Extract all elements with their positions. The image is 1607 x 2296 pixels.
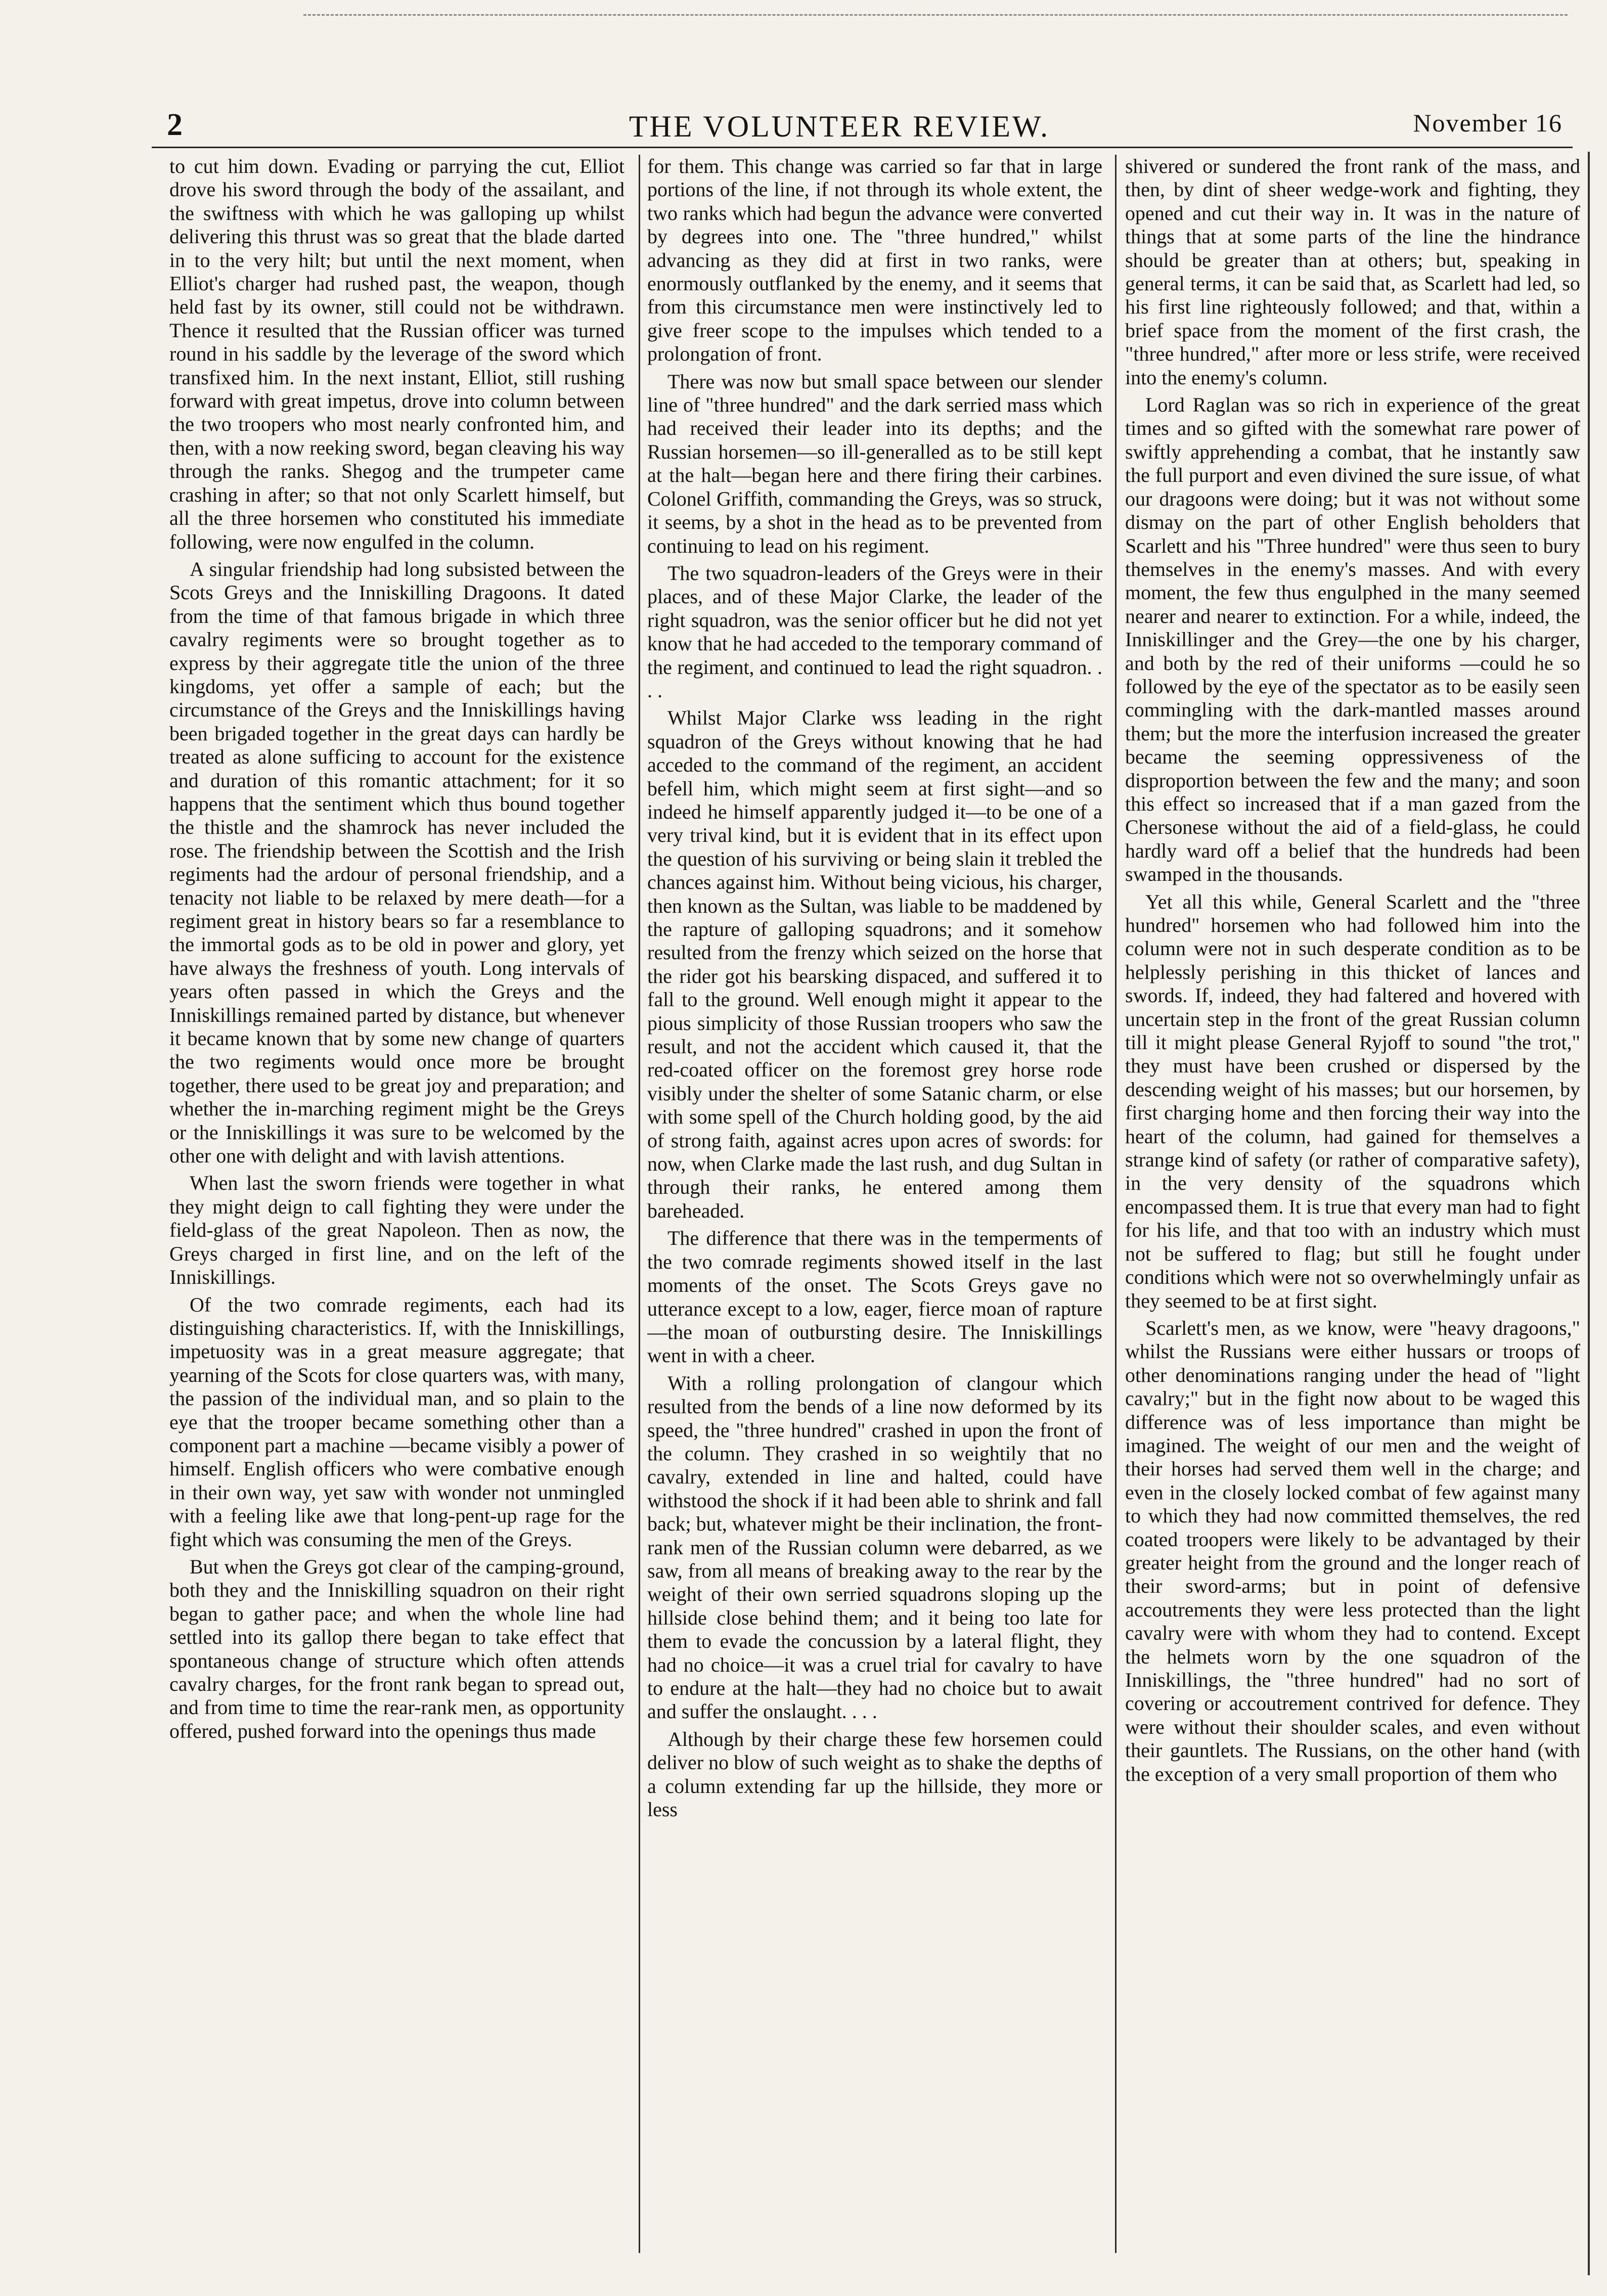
paragraph: A singular friendship had long subsisted between the Scots Greys and the Inniskilling Dragoons. It dated from the time of that famous brigade in which three cavalry regiments were so brought together as to express by their aggregate title the union of the three kingdoms, yet offer a sample of each; but the circumstance of the Greys and the Inniskillings having been brigaded together in the great days can hardly be treated as alone sufficing to account for the existence and duration of this romantic attachment; for it so happens that the sentiment which thus bound together the thistle and the shamrock has never included the rose. The friendship between the Scottish and the Irish regiments had the ardour of personal friendship, and a tenacity not liable to be relaxed by mere death—for a regiment great in history bears so far a resemblance to the immortal gods as to be old in power and glory, yet have always the freshness of youth. Long intervals of years often passed in which the Greys and the Inniskillings remained parted by distance, but whenever it became known that by some new change of quarters the two regiments would once more be brought together, there used to be great joy and preparation; and whether the in-marching regiment might be the Greys or the Inniskillings it was sure to be welcomed by the other one with delight and with lavish attentions. <box>169 557 624 1167</box>
paragraph: When last the sworn friends were together in what they might deign to call fighting they were under the field-glass of the great Napoleon. Then as now, the Greys charged in first line, and on the left of the Inniskillings. <box>169 1172 624 1289</box>
masthead-title: THE VOLUNTEER REVIEW. <box>629 110 1050 143</box>
paragraph: With a rolling prolongation of clangour which resulted from the bends of a line now deformed by its speed, the "three hundred" crashed in upon the front of the column. They crashed in so weightily that no cavalry, extended in line and halted, could have withstood the shock if it had been able to shrink and fall back; but, whatever might be their inclination, the front-rank men of the Russian column were debarred, as we saw, from all means of breaking away to the rear by the weight of their own serried squadrons sloping up the hillside close behind them; and it being too late for them to evade the concussion by a lateral flight, they had no choice—it was a cruel trial for cavalry to have to endure at the halt—they had no choice but to await and suffer the onslaught. . . . <box>647 1371 1102 1723</box>
paragraph: Of the two comrade regiments, each had its distinguishing characteristics. If, with the Inniskillings, impetuosity was in a great measure aggregate; that yearning of the Scots for close quarters was, with many, the passion of the individual man, and so plain to the eye that the trooper became something other than a component part a machine —became visibly a power of himself. English officers who were combative enough in their own way, yet saw with wonder not unmingled with a feeling like awe that long-pent-up rage for the fight which was consuming the men of the Greys. <box>169 1293 624 1551</box>
paragraph: to cut him down. Evading or parrying the cut, Elliot drove his sword through the body of the assailant, and the swiftness with which he was galloping up whilst delivering this thrust was so great that the blade darted in to the very hilt; but until the next moment, when Elliot's charger had rushed past, the weapon, though held fast by its owner, still could not be withdrawn. Thence it resulted that the Russian officer was turned round in his saddle by the leverage of the sword which transfixed him. In the next instant, Elliot, still rushing forward with great impetus, drove into column between the two troopers who most nearly confronted him, and then, with a now reeking sword, began cleaving his way through the ranks. Shegog and the trumpeter came crashing in after; so that not only Scarlett himself, but all the three horsemen who constituted his immediate following, were now engulfed in the column. <box>169 155 624 553</box>
paragraph: The two squadron-leaders of the Greys were in their places, and of these Major Clarke, the leader of the right squadron, was the senior officer but he did not yet know that he had acceded to the temporary command of the regiment, and continued to lead the right squadron. . . . <box>647 561 1102 702</box>
paragraph: But when the Greys got clear of the camping-ground, both they and the Inniskilling squadron on their right began to gather pace; and when the whole line had settled into its gallop there began to take effect that spontaneous change of structure which often attends cavalry charges, for the front rank began to spread out, and from time to time the rear-rank men, as opportunity offered, pushed forward into the openings thus made <box>169 1555 624 1742</box>
paragraph: Lord Raglan was so rich in experience of the great times and so gifted with the somewhat rare power of swiftly apprehending a combat, that he instantly saw the full purport and even divined the sure issue, of what our dragoons were doing; but it was not without some dismay on the part of other English beholders that Scarlett and his "Three hundred" were thus seen to bury themselves in the enemy's masses. And with every moment, the few thus engulphed in the many seemed nearer and nearer to extinction. For a while, indeed, the Inniskillinger and the Grey—the one by his charger, and both by the red of their uniforms —could he so followed by the eye of the spectator as to be easily seen commingling with the dark-mantled masses around them; but the more the interfusion increased the greater became the seeming oppressiveness of the disproportion between the few and the many; and soon this effect so increased that if a man gazed from the Chersonese without the aid of a field-glass, he could hardly ward off a belief that the hundreds had been swamped in the thousands. <box>1125 393 1580 886</box>
text-column-2 <box>647 155 1102 2273</box>
paragraph: The difference that there was in the temperments of the two comrade regiments showed itself in the last moments of the onset. The Scots Greys gave no utterance except to a low, eager, fierce moan of rapture —the moan of outbursting desire. The Inniskillings went in with a cheer. <box>647 1227 1102 1367</box>
top-border <box>303 14 1568 18</box>
text-column-3 <box>1125 155 1580 2273</box>
header-rule <box>152 147 1573 148</box>
issue-date: November 16 <box>1413 109 1563 137</box>
text-column-1 <box>169 155 624 2273</box>
paragraph: Scarlett's men, as we know, were "heavy dragoons," whilst the Russians were either hussars or troops of other denominations ranging under the head of "light cavalry;" but in the fight now about to be waged this difference was of less importance than might be imagined. The weight of our men and the weight of their horses had served them well in the charge; and even in the closely locked combat of few against many to which they had now committed themselves, the red coated troopers were likely to be advantaged by their greater height from the ground and the longer reach of their sword-arms; but in point of defensive accoutrements they were less protected than the light cavalry were with whom they had to contend. Except the helmets worn by the one squadron of the Inniskillings, the "three hundred" had no sort of covering or accoutrement contrived for defence. They were without their shoulder scales, and even without their gauntlets. The Russians, on the other hand (with the exception of a very small proportion of them who <box>1125 1316 1580 1785</box>
page-number: 2 <box>167 108 183 142</box>
paragraph: There was now but small space between our slender line of "three hundred" and the dark serried mass which had received their leader into its depths; and the Russian horsemen—so ill-generalled as to be still kept at the halt—began here and there firing their carbines. Colonel Griffith, commanding the Greys, was so struck, it seems, by a shot in the head as to be prevented from continuing to lead on his regiment. <box>647 370 1102 557</box>
paragraph: Yet all this while, General Scarlett and the "three hundred" horsemen who had followed him into the column were not in such desperate condition as to be helplessly perishing in this thicket of lances and swords. If, indeed, they had faltered and hovered with uncertain step in the front of the great Russian column till it might please General Ryjoff to sound "the trot," they must have been crushed or dispersed by the descending weight of his masses; but our horsemen, by first charging home and then forcing their way into the heart of the column, had gained for themselves a strange kind of safety (or rather of comparative safety), in the very density of the squadrons which encompassed them. It is true that every man had to fight for his life, and that too with an industry which must not be suffered to flag; but still he fought under conditions which were not so overwhelmingly unfair as they seemed to be at first sight. <box>1125 890 1580 1312</box>
paragraph: Whilst Major Clarke wss leading in the right squadron of the Greys without knowing that he had acceded to the command of the regiment, an accident befell him, which might seem at first sight—and so indeed he himself apparently judged it—to be one of a very trival kind, but it is evident that in its effect upon the question of his surviving or being slain it trebled the chances against him. Without being vicious, his charger, then known as the Sultan, was liable to be maddened by the rapture of galloping squadrons; and it somehow resulted from the frenzy which seized on the horse that the rider got his bearsking dispaced, and suffered it to fall to the ground. Well enough might it appear to the pious simplicity of those Russian troopers who saw the result, and not the accident which caused it, that the red-coated officer on the foremost grey horse rode visibly under the shelter of some Satanic charm, or else with some spell of the Church holding good, by the aid of strong faith, against acres upon acres of swords: for now, when Clarke made the last rush, and dug Sultan in through their ranks, he entered among them bareheaded. <box>647 706 1102 1222</box>
column-divider <box>1115 155 1117 2253</box>
page-header <box>116 101 1563 147</box>
paragraph: Although by their charge these few horsemen could deliver no blow of such weight as to shake the depths of a column extending far up the hillside, they more or less <box>647 1727 1102 1821</box>
page-edge-rule <box>1588 152 1590 2275</box>
column-divider <box>639 155 640 2253</box>
paragraph: for them. This change was carried so far that in large portions of the line, if not through its whole extent, the two ranks which had begun the advance were converted by degrees into one. The "three hundred," whilst advancing as they did at first in two ranks, were enormously outflanked by the enemy, and it seems that from this circumstance men were instinctively led to give freer scope to the impulses which tended to a prolongation of front. <box>647 155 1102 366</box>
paragraph: shivered or sundered the front rank of the mass, and then, by dint of sheer wedge-work and fighting, they opened and cut their way in. It was in the nature of things that at some parts of the line the hindrance should be greater than at others; but, speaking in general terms, it can be said that, as Scarlett had led, so his first line righteously followed; and that, within a brief space from the moment of the first crash, the "three hundred," after more or less strife, were received into the enemy's column. <box>1125 155 1580 389</box>
